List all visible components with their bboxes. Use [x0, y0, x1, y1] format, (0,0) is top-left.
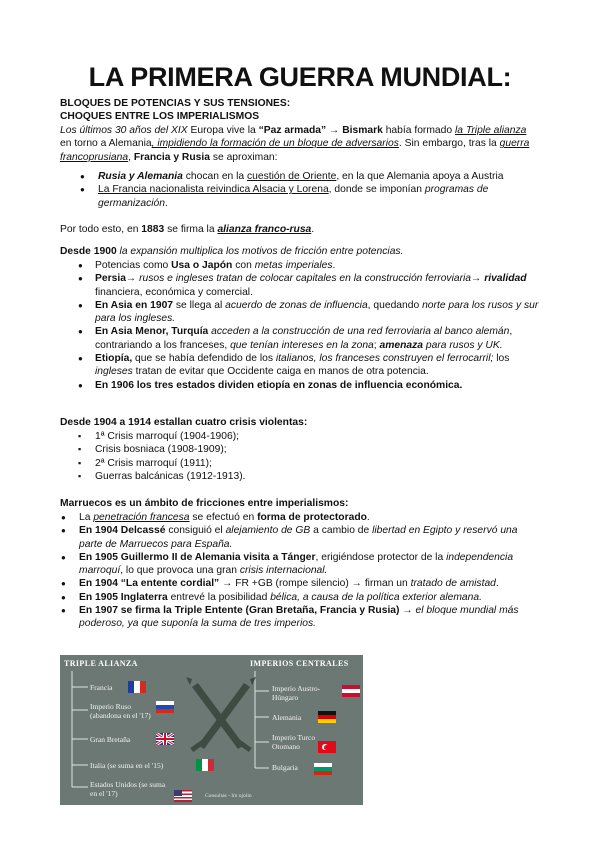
list-item: ▪ 2ª Crisis marroquí (1911); — [60, 457, 540, 470]
list-crises — [60, 430, 540, 483]
italy-flag-icon — [196, 759, 214, 771]
left-item-russia: Imperio Ruso (abandona en el '17) — [90, 702, 151, 720]
list-item: ● La Francia nacionalista reivindica Alsacia y Lorena, donde se imponían programas de germanización. — [60, 183, 540, 210]
list-item: ● Potencias como Usa o Japón con metas imperiales. — [60, 259, 540, 272]
ottoman-flag-icon — [318, 741, 336, 753]
uk-flag-icon — [156, 733, 174, 745]
list-item: ● La penetración francesa se efectuó en forma de protectorado. — [60, 511, 540, 524]
list-item: ▪ Guerras balcánicas (1912-1913). — [60, 470, 540, 483]
list-item: ● Persia→ rusos e ingleses tratan de colocar capitales en la construcción ferroviaria→ rivalidad financiera, económica y comercial. — [60, 272, 540, 299]
page-title: LA PRIMERA GUERRA MUNDIAL: — [88, 62, 512, 92]
list-item: ● En 1904 Delcassé consiguió el alejamiento de GB a cambio de libertad en Egipto y reservó una parte de Marruecos para España. — [60, 524, 540, 551]
germany-flag-icon — [318, 711, 336, 723]
paragraph-since-1900: Desde 1900 la expansión multiplica los motivos de fricción entre potencias. — [60, 246, 404, 257]
right-item-bulgaria: Bulgaria — [272, 763, 298, 772]
list-item: ● En 1907 se firma la Triple Entente (Gran Bretaña, Francia y Rusia) → el bloque mundial más poderoso, ya que suponía la suma de tres imperios. — [60, 604, 540, 631]
list-item: ● Etiopía, que se había defendido de los italianos, los franceses construyen el ferrocarril; los ingleses tratan de evitar que Occidente caiga en manos de otra potencia. — [60, 352, 540, 379]
right-item-germany: Alemania — [272, 713, 302, 722]
crossed-swords-icon — [186, 677, 256, 752]
crisis-heading: Desde 1904 a 1914 estallan cuatro crisis violentas: — [60, 417, 308, 428]
list-item: ● En Asia en 1907 se llega al acuerdo de zonas de influencia, quedando norte para los rusos y sur para los ingleses. — [60, 299, 540, 326]
list-morocco — [60, 511, 540, 631]
left-item-france: Francia — [90, 683, 113, 692]
list-frictions — [60, 259, 540, 392]
figure-footer: Consultas - Im ujolin — [205, 793, 252, 799]
list-item: ● En 1904 “La entente cordial” → FR +GB (rompe silencio) → firman un tratado de amistad. — [60, 577, 540, 590]
right-item-ottoman: Imperio Turco Otomano — [272, 733, 316, 751]
morocco-heading: Marruecos es un ámbito de fricciones entre imperialismos: — [60, 498, 349, 509]
list-item: ▪ Crisis bosniaca (1908-1909); — [60, 443, 540, 456]
list-item: ▪ 1ª Crisis marroquí (1904-1906); — [60, 430, 540, 443]
figure-left-title: TRIPLE ALIANZA — [64, 659, 138, 668]
list-item: ● Rusia y Alemania chocan en la cuestión de Oriente, en la que Alemania apoya a Austria — [60, 170, 540, 183]
alliances-figure — [60, 655, 363, 805]
left-item-usa: Estados Unidos (se suma en el '17) — [90, 780, 166, 798]
figure-right-title: IMPERIOS CENTRALES — [250, 659, 349, 668]
list-item: ● En 1905 Inglaterra entrevé la posibilidad bélica, a causa de la política exterior alemana. — [60, 591, 540, 604]
left-item-britain: Gran Bretaña — [90, 735, 131, 744]
list-item: ● En Asia Menor, Turquía acceden a la construcción de una red ferroviaria al banco alemán, contrariando a los franceses, que tenían intereses en la zona; amenaza para rusos y UK. — [60, 325, 540, 352]
section-heading-imperialisms: CHOQUES ENTRE LOS IMPERIALISMOS — [60, 111, 260, 122]
list-france-russia — [60, 170, 540, 210]
france-flag-icon — [128, 681, 146, 693]
list-item: ● En 1906 los tres estados dividen etiopía en zonas de influencia económica. — [60, 379, 540, 392]
section-heading-blocks: BLOQUES DE POTENCIAS Y SUS TENSIONES: — [60, 98, 291, 109]
left-item-italy: Italia (se suma en el '15) — [90, 761, 164, 770]
bulgaria-flag-icon — [314, 763, 332, 775]
usa-flag-icon — [174, 790, 192, 802]
list-item: ● En 1905 Guillermo II de Alemania visita a Tánger, erigiéndose protector de la independencia marroquí, lo que provoca una gran crisis internacional. — [60, 551, 540, 578]
right-item-austria-hungary: Imperio Austro-Húngaro — [272, 684, 321, 702]
paragraph-paz-armada: Los últimos 30 años del XIX Europa vive la “Paz armada” → Bismark había formado la Triple alianza en torno a Alemania, impidiendo la formación de un bloque de adversarios. Sin embargo, tras la guerra francoprusiana, Francia y Rusia se aproximan: — [60, 125, 530, 163]
austria-hungary-flag-icon — [342, 685, 360, 697]
paragraph-alliance: Por todo esto, en 1883 se firma la alianza franco-rusa. — [60, 224, 315, 235]
russia-flag-icon — [156, 701, 174, 713]
